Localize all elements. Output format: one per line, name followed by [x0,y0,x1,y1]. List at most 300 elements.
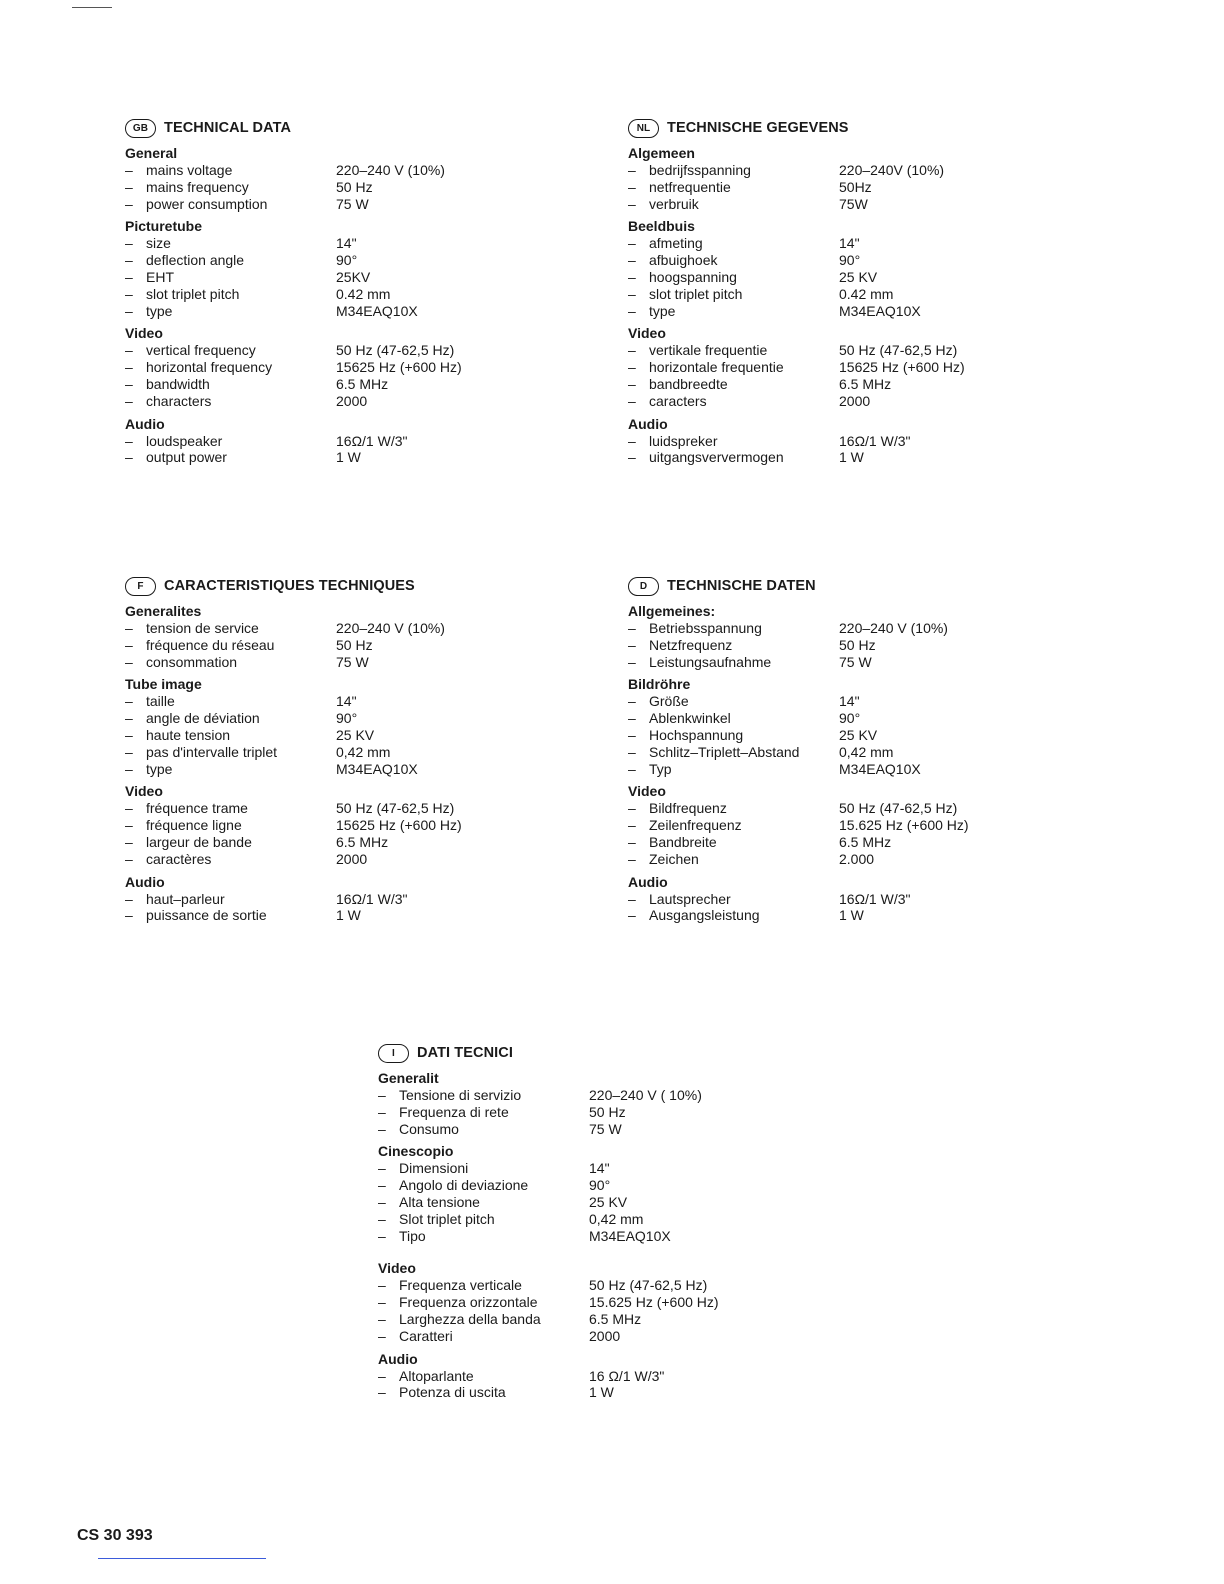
spec-dash: – [125,375,133,392]
spec-value: 25 KV [839,726,878,743]
spec-label: caracters [649,392,707,409]
spec-dash: – [628,760,636,777]
spec-row [628,800,1068,817]
spec-row [125,761,565,778]
spec-label: angle de déviation [146,710,260,727]
spec-label: afbuighoek [649,252,718,269]
spec-section [628,416,1068,467]
spec-value: 25 KV [839,268,878,285]
spec-dash: – [378,1277,386,1294]
spec-value: 75 W [336,653,369,670]
spec-value: 75 W [336,195,369,212]
spec-row [378,1211,818,1228]
spec-value: 0.42 mm [839,285,894,302]
spec-label: Zeilenfrequenz [649,817,742,834]
spec-row [628,654,1068,671]
spec-row [628,851,1068,868]
spec-value: 16Ω/1 W/3" [336,432,408,449]
spec-section [628,325,1068,409]
spec-row [378,1228,818,1245]
spec-row [125,342,565,359]
spec-label: Typ [649,760,672,777]
spec-section [628,145,1068,212]
spec-label: Altoparlante [399,1367,474,1384]
spec-dash: – [125,268,133,285]
spec-label: Zeichen [649,850,699,867]
spec-dash: – [378,1103,386,1120]
spec-row [628,235,1068,252]
spec-row [628,376,1068,393]
section-heading: Video [628,783,666,800]
spec-section [125,416,565,467]
spec-row [125,269,565,286]
spec-label: slot triplet pitch [146,285,240,302]
spec-row [378,1277,818,1294]
spec-dash: – [125,195,133,212]
spec-label: Bandbreite [649,833,717,850]
spec-label: Tensione di servizio [399,1087,522,1103]
spec-label: tension de service [146,620,259,636]
section-heading: Algemeen [628,145,695,161]
spec-value: 90° [336,710,358,727]
spec-dash: – [628,195,636,212]
spec-label: horizontal frequency [146,359,273,376]
spec-row [125,449,565,466]
spec-label: Consumo [399,1120,459,1137]
spec-row [378,1194,818,1211]
spec-label: Larghezza della banda [399,1310,541,1327]
spec-label: bedrijfsspanning [649,162,751,178]
spec-dash: – [125,449,133,466]
technical-data-f [125,575,565,930]
spec-value: 50 Hz [839,636,876,653]
spec-dash: – [125,907,133,924]
spec-label: bandbreedte [649,375,728,392]
block-title [125,117,565,139]
spec-dash: – [125,850,133,867]
block-title [125,575,565,597]
spec-value: 220–240 V (10%) [336,162,445,178]
spec-dash: – [378,1177,386,1194]
spec-row [125,727,565,744]
spec-row [628,693,1068,710]
spec-row [125,693,565,710]
spec-row [125,817,565,834]
spec-value: 50 Hz (47-62,5 Hz) [839,800,958,817]
spec-value: 14" [589,1160,610,1177]
spec-value: M34EAQ10X [839,302,921,319]
spec-label: verbruik [649,195,699,212]
spec-value: 6.5 MHz [336,375,389,392]
spec-label: consommation [146,653,238,670]
spec-value: 90° [336,252,358,269]
spec-dash: – [125,636,133,653]
sections [628,145,1068,466]
spec-dash: – [628,833,636,850]
spec-value: 220–240 V (10%) [839,620,948,636]
spec-row [628,637,1068,654]
spec-value: 16Ω/1 W/3" [839,890,911,907]
spec-row [628,817,1068,834]
spec-label: uitgangsververmogen [649,449,784,466]
spec-value: 50 Hz (47-62,5 Hz) [839,342,958,359]
spec-label: caractères [146,850,212,867]
spec-dash: – [378,1087,386,1103]
spec-dash: – [125,432,133,449]
spec-section [378,1260,818,1344]
spec-row [628,433,1068,450]
spec-label: Schlitz–Triplett–Abstand [649,743,800,760]
spec-section [125,325,565,409]
language-badge: D [628,577,659,596]
spec-row [378,1294,818,1311]
section-heading: Audio [125,415,165,432]
spec-value: 1 W [336,907,361,924]
spec-value: 2000 [589,1327,621,1344]
spec-dash: – [628,726,636,743]
spec-label: slot triplet pitch [649,285,743,302]
spec-row [628,907,1068,924]
spec-section [628,874,1068,925]
section-heading: Picturetube [125,218,203,235]
spec-value: 50 Hz (47-62,5 Hz) [336,800,455,817]
spec-value: 25 KV [589,1193,628,1210]
spec-value: 15625 Hz (+600 Hz) [336,817,462,834]
spec-dash: – [125,800,133,817]
spec-label: Bildfrequenz [649,800,727,817]
spec-value: 2.000 [839,850,875,867]
spec-label: size [146,235,171,252]
document-code: CS 30 393 [77,1527,153,1544]
spec-dash: – [378,1193,386,1210]
spec-row [378,1328,818,1345]
spec-dash: – [628,620,636,636]
spec-dash: – [628,359,636,376]
spec-label: loudspeaker [146,432,223,449]
spec-row [378,1087,818,1104]
spec-row [378,1160,818,1177]
spec-section [378,1351,818,1402]
spec-dash: – [378,1210,386,1227]
technical-data-i [378,1042,818,1407]
spec-dash: – [125,710,133,727]
spec-value: 14" [839,235,860,252]
spec-value: 220–240V (10%) [839,162,945,178]
spec-row [628,303,1068,320]
title-text: DATI TECNICI [417,1045,513,1061]
spec-section [125,874,565,925]
spec-value: 6.5 MHz [839,833,892,850]
spec-value: 25KV [336,268,371,285]
spec-row [628,252,1068,269]
section-heading: Video [628,325,666,342]
spec-row [125,376,565,393]
spec-value: 6.5 MHz [336,833,389,850]
spec-row [378,1121,818,1138]
spec-dash: – [125,726,133,743]
section-heading: Generalites [125,603,202,619]
spec-value: 75W [839,195,868,212]
section-heading: Generalit [378,1070,439,1086]
spec-dash: – [628,392,636,409]
section-heading: Audio [628,873,668,890]
spec-label: largeur de bande [146,833,252,850]
spec-section [125,783,565,867]
spec-value: M34EAQ10X [589,1227,671,1244]
section-heading: Video [125,325,163,342]
spec-label: luidspreker [649,432,718,449]
spec-dash: – [125,359,133,376]
spec-row [125,891,565,908]
block-title [628,117,1068,139]
spec-label: fréquence trame [146,800,248,817]
spec-label: puissance de sortie [146,907,267,924]
spec-section [125,218,565,319]
section-heading: Audio [628,415,668,432]
spec-row [125,196,565,213]
spec-row [125,252,565,269]
spec-row [628,359,1068,376]
spec-label: mains frequency [146,178,249,195]
spec-dash: – [125,890,133,907]
spec-dash: – [628,375,636,392]
spec-section [628,676,1068,777]
spec-value: 1 W [336,449,361,466]
spec-value: 220–240 V (10%) [336,620,445,636]
spec-dash: – [125,653,133,670]
spec-value: 50Hz [839,178,872,195]
spec-value: 6.5 MHz [839,375,892,392]
spec-value: 50 Hz [336,636,373,653]
spec-label: Frequenza orizzontale [399,1294,538,1311]
spec-row [378,1384,818,1401]
spec-value: 2000 [839,392,871,409]
spec-row [125,359,565,376]
language-badge: I [378,1044,409,1063]
section-heading: Allgemeines: [628,603,716,619]
sections [125,145,565,466]
spec-label: hoogspanning [649,268,737,285]
language-badge: GB [125,119,156,138]
spec-value: M34EAQ10X [839,760,921,777]
spec-label: haute tension [146,726,231,743]
spec-label: Frequenza di rete [399,1103,509,1120]
language-badge: F [125,577,156,596]
spec-label: Ausgangsleistung [649,907,760,924]
sections [378,1070,818,1401]
spec-value: 50 Hz [589,1103,626,1120]
sections [628,603,1068,924]
spec-row [125,162,565,179]
spec-dash: – [628,850,636,867]
spec-value: 0.42 mm [336,285,391,302]
title-text: CARACTERISTIQUES TECHNIQUES [164,578,415,594]
spec-value: 1 W [589,1384,614,1401]
spec-row [125,744,565,761]
spec-row [125,851,565,868]
section-heading: Cinescopio [378,1143,454,1160]
spec-section [628,603,1068,670]
spec-row [378,1104,818,1121]
spec-label: Dimensioni [399,1160,469,1177]
spec-row [125,710,565,727]
spec-value: 15625 Hz (+600 Hz) [336,359,462,376]
spec-dash: – [125,342,133,359]
spec-value: 0,42 mm [589,1210,644,1227]
block-title [378,1042,818,1064]
spec-row [125,800,565,817]
spec-row [125,303,565,320]
spec-row [125,179,565,196]
spec-label: Tipo [399,1227,426,1244]
spec-label: fréquence du réseau [146,636,275,653]
spec-section [125,145,565,212]
spec-value: 16Ω/1 W/3" [336,890,408,907]
spec-dash: – [125,392,133,409]
spec-dash: – [628,449,636,466]
spec-row [378,1311,818,1328]
spec-dash: – [628,252,636,269]
spec-row [628,179,1068,196]
spec-dash: – [125,817,133,834]
spec-value: 14" [336,693,357,710]
spec-dash: – [378,1327,386,1344]
spec-dash: – [628,743,636,760]
spec-label: Hochspannung [649,726,744,743]
spec-dash: – [125,302,133,319]
spec-label: Potenza di uscita [399,1384,506,1401]
spec-value: 90° [839,252,861,269]
block-title [628,575,1068,597]
spec-value: 15625 Hz (+600 Hz) [839,359,965,376]
spec-row [628,162,1068,179]
spec-label: deflection angle [146,252,245,269]
spec-dash: – [378,1227,386,1244]
spec-row [628,834,1068,851]
spec-value: 90° [839,710,861,727]
spec-dash: – [125,760,133,777]
spec-label: Größe [649,693,689,710]
spec-label: Alta tensione [399,1193,480,1210]
spec-dash: – [628,817,636,834]
spec-label: Frequenza verticale [399,1277,522,1294]
spec-section [378,1143,818,1244]
spec-value: 50 Hz [336,178,373,195]
spec-label: afmeting [649,235,703,252]
spec-dash: – [125,235,133,252]
spec-value: 14" [839,693,860,710]
spec-dash: – [378,1160,386,1177]
spec-dash: – [125,252,133,269]
spec-row [628,269,1068,286]
spec-label: Slot triplet pitch [399,1210,495,1227]
section-heading: Tube image [125,676,202,693]
spec-section [628,783,1068,867]
spec-value: 50 Hz (47-62,5 Hz) [336,342,455,359]
spec-value: 14" [336,235,357,252]
spec-row [628,761,1068,778]
spec-section [628,218,1068,319]
language-badge: NL [628,119,659,138]
section-heading: Beeldbuis [628,218,695,235]
spec-value: 1 W [839,449,864,466]
spec-dash: – [628,285,636,302]
title-text: TECHNISCHE GEGEVENS [667,120,849,136]
spec-dash: – [628,800,636,817]
spec-value: 6.5 MHz [589,1310,642,1327]
spec-label: Betriebsspannung [649,620,762,636]
spec-dash: – [378,1310,386,1327]
spec-label: Netzfrequenz [649,636,733,653]
spec-value: 50 Hz (47-62,5 Hz) [589,1277,708,1294]
section-heading: Audio [125,873,165,890]
spec-dash: – [628,693,636,710]
spec-value: M34EAQ10X [336,302,418,319]
spec-label: EHT [146,268,174,285]
spec-row [125,834,565,851]
spec-dash: – [628,907,636,924]
spec-row [628,710,1068,727]
spec-label: vertical frequency [146,342,256,359]
spec-label: bandwidth [146,375,210,392]
spec-value: 220–240 V ( 10%) [589,1087,702,1103]
spec-label: type [146,302,173,319]
spec-value: 0,42 mm [336,743,391,760]
spec-row [125,393,565,410]
spec-value: 16Ω/1 W/3" [839,432,911,449]
spec-label: fréquence ligne [146,817,242,834]
spec-row [125,235,565,252]
spec-dash: – [378,1367,386,1384]
spec-value: 0,42 mm [839,743,894,760]
spec-row [628,393,1068,410]
spec-section [125,676,565,777]
spec-dash: – [628,342,636,359]
spec-value: 2000 [336,392,368,409]
spec-dash: – [125,162,133,178]
spec-label: mains voltage [146,162,233,178]
spec-row [628,342,1068,359]
spec-label: taille [146,693,175,710]
technical-data-gb [125,117,565,472]
spec-label: Leistungsaufnahme [649,653,772,670]
spec-row [628,891,1068,908]
spec-value: 25 KV [336,726,375,743]
spec-dash: – [628,178,636,195]
spec-dash: – [125,178,133,195]
spec-dash: – [125,743,133,760]
spec-label: netfrequentie [649,178,731,195]
spec-dash: – [628,636,636,653]
spec-value: M34EAQ10X [336,760,418,777]
spec-row [628,727,1068,744]
spec-value: 75 W [839,653,872,670]
spec-label: output power [146,449,227,466]
spec-label: power consumption [146,195,268,212]
section-heading: Bildröhre [628,676,691,693]
scan-mark [72,7,112,8]
section-heading: Video [125,783,163,800]
spec-label: Angolo di deviazione [399,1177,529,1194]
spec-dash: – [628,302,636,319]
spec-row [628,196,1068,213]
spec-row [125,433,565,450]
spec-label: pas d'intervalle triplet [146,743,278,760]
spec-value: 2000 [336,850,368,867]
spec-value: 1 W [839,907,864,924]
spec-dash: – [378,1120,386,1137]
spec-row [125,286,565,303]
